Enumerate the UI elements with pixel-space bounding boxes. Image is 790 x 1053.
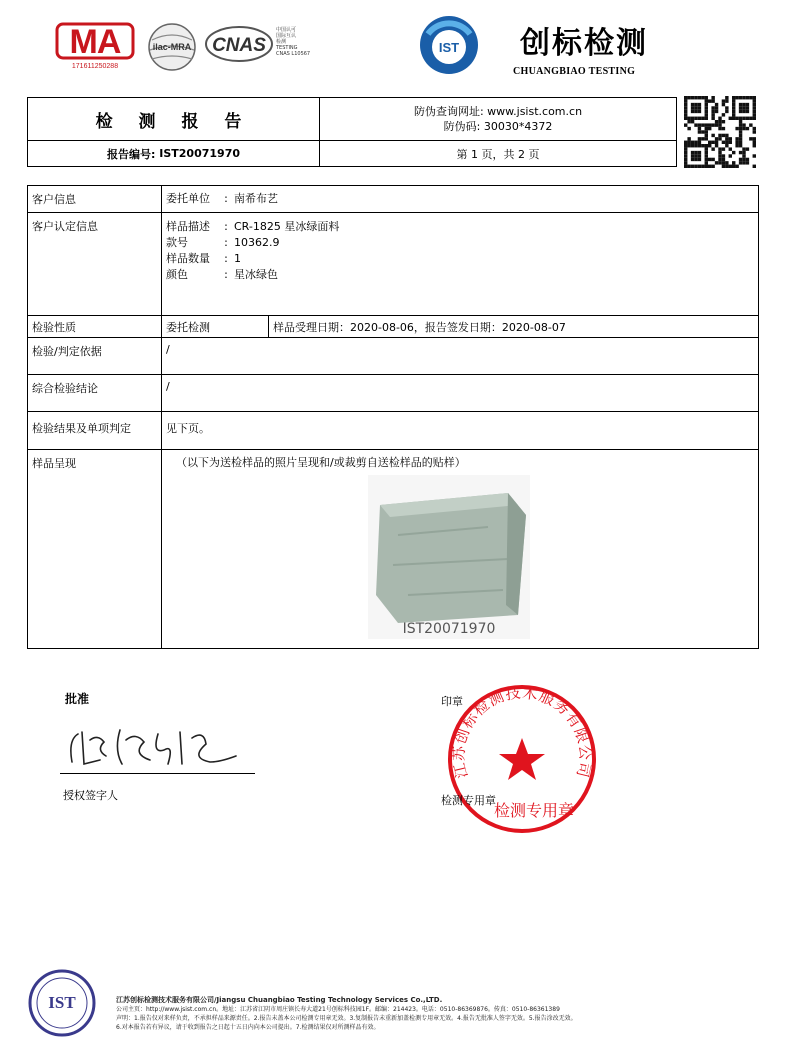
footer-contact: 公司主页：http://www.jsist.com.cn。地址：江苏省江阴市周庄镇长寿大道21号创标科技园1F。邮编：214423。电话：0510-86369876。传真：0510-86361389: [116, 1006, 560, 1013]
handwritten-signature: [60, 720, 260, 776]
report-number: [28, 141, 319, 166]
seal-caption: 检测专用章: [441, 794, 496, 807]
report-title: 检 测 报 告: [28, 98, 319, 141]
table-row: [28, 375, 758, 412]
field-value: 10362.9: [234, 236, 280, 249]
cnas-logo: [204, 24, 274, 64]
field-value: CR-1825 星冰绿面料: [234, 220, 340, 233]
field-value: 1: [234, 252, 241, 265]
seal-bottom-text: 检测专用章: [493, 801, 575, 820]
verify-site-label: 防伪查询网址:: [413, 105, 484, 118]
ist-logo-text: IST: [438, 40, 460, 55]
field-value: 星冰绿色: [234, 268, 278, 281]
verify-code: 30030*4372: [483, 120, 553, 133]
table-row: [28, 316, 758, 338]
field-key: 委托单位: [166, 192, 210, 205]
cma-number: 171611250288: [71, 63, 119, 70]
table-row: [28, 186, 758, 213]
table-row: [28, 412, 758, 450]
cnas-caption: [276, 27, 336, 57]
field-key: 样品数量: [166, 252, 210, 265]
seal-label: 印章: [441, 695, 463, 708]
row-value: /: [166, 343, 170, 356]
cma-logo: [55, 22, 135, 70]
sample-caption: （以下为送检样品的照片呈现和/或裁剪自送检样品的贴样）: [176, 456, 466, 469]
report-number-label: 报告编号:: [107, 147, 156, 161]
row-value: 样品描述 : CR-1825 星冰绿面料 款号 : 10362.9 样品数量 : 1 颜色 : 星冰绿色: [166, 220, 340, 281]
row-label: 检验性质: [28, 316, 162, 337]
cnas-caption-line: 检测: [276, 39, 287, 45]
report-main-table: [27, 185, 759, 649]
row-value: 见下页。: [166, 422, 210, 435]
brand-name-en: CHUANGBIAO TESTING: [513, 66, 636, 77]
issue-dates: 样品受理日期：2020-08-06，报告签发日期：2020-08-07: [273, 321, 566, 334]
footer-statement: 声明：1.报告仅对来样负责，不承担样品来源责任。2.报告未盖本公司检测专用章无效。3.复制报告未重新加盖检测专用章无效。4.报告无批准人签字无效。5.报告涂改无效。: [116, 1015, 577, 1022]
sample-cell: [162, 450, 758, 648]
table-row: [28, 213, 758, 316]
verify-site: www.jsist.com.cn: [487, 105, 583, 118]
cma-text: MA: [69, 23, 121, 61]
sample-photo: [368, 475, 530, 639]
cnas-caption-line: CNAS L10567: [276, 51, 311, 57]
row-label: 样品呈现: [28, 450, 162, 648]
row-label: 检验/判定依据: [28, 338, 162, 374]
row-label: 综合检验结论: [28, 375, 162, 411]
photo-watermark: IST20071970: [402, 621, 496, 637]
field-key: 样品描述: [166, 220, 210, 233]
row-value: 委托单位 : 南希布艺: [166, 192, 278, 205]
field-value: 南希布艺: [234, 192, 278, 205]
ist-logo: [418, 14, 480, 76]
cnas-caption-line: TESTING: [276, 45, 298, 51]
official-seal: [438, 676, 604, 842]
table-row: [28, 450, 758, 648]
report-header-table: [27, 97, 677, 167]
seal-text: 江苏创标检测技术服务有限公司: [449, 683, 595, 781]
cnas-text: CNAS: [212, 35, 266, 56]
page-info: 第 1 页，共 2 页: [456, 147, 540, 161]
signature-line: [60, 773, 255, 774]
footer-statement-2: 6.对本报告若有异议，请于收到报告之日起十五日内向本公司提出。7.检测结果仅对所测样品有效。: [116, 1024, 380, 1031]
verify-code-label: 防伪码:: [443, 120, 481, 133]
row-label: 检验结果及单项判定: [28, 412, 162, 449]
cnas-caption-line: 国际互认: [276, 33, 297, 39]
row-label: 客户信息: [28, 186, 162, 212]
cnas-caption-line: 中国认可: [276, 27, 297, 33]
verify-info: [320, 98, 676, 141]
footer-logo-text: IST: [48, 993, 76, 1012]
footer-company: 江苏创标检测技术服务有限公司/Jiangsu Chuangbiao Testing Technology Services Co.,LTD.: [116, 996, 443, 1004]
report-number-value: IST20071970: [159, 147, 240, 160]
brand-name-cn: 创标检测: [520, 26, 648, 61]
field-key: 颜色: [166, 268, 188, 281]
row-label: 客户认定信息: [28, 213, 162, 315]
header-left: [28, 98, 320, 166]
ilac-logo: [144, 22, 200, 72]
ilac-text: ilac-MRA: [152, 42, 192, 52]
field-key: 款号: [166, 236, 188, 249]
signer-label: 授权签字人: [63, 789, 118, 802]
row-value: 委托检测: [162, 316, 269, 337]
footer-text: [116, 996, 756, 1032]
ist-footer-logo: [27, 968, 97, 1038]
row-value: /: [166, 380, 170, 393]
qr-code-icon: [683, 96, 757, 168]
table-row: [28, 338, 758, 375]
approve-label: 批准: [65, 692, 90, 706]
